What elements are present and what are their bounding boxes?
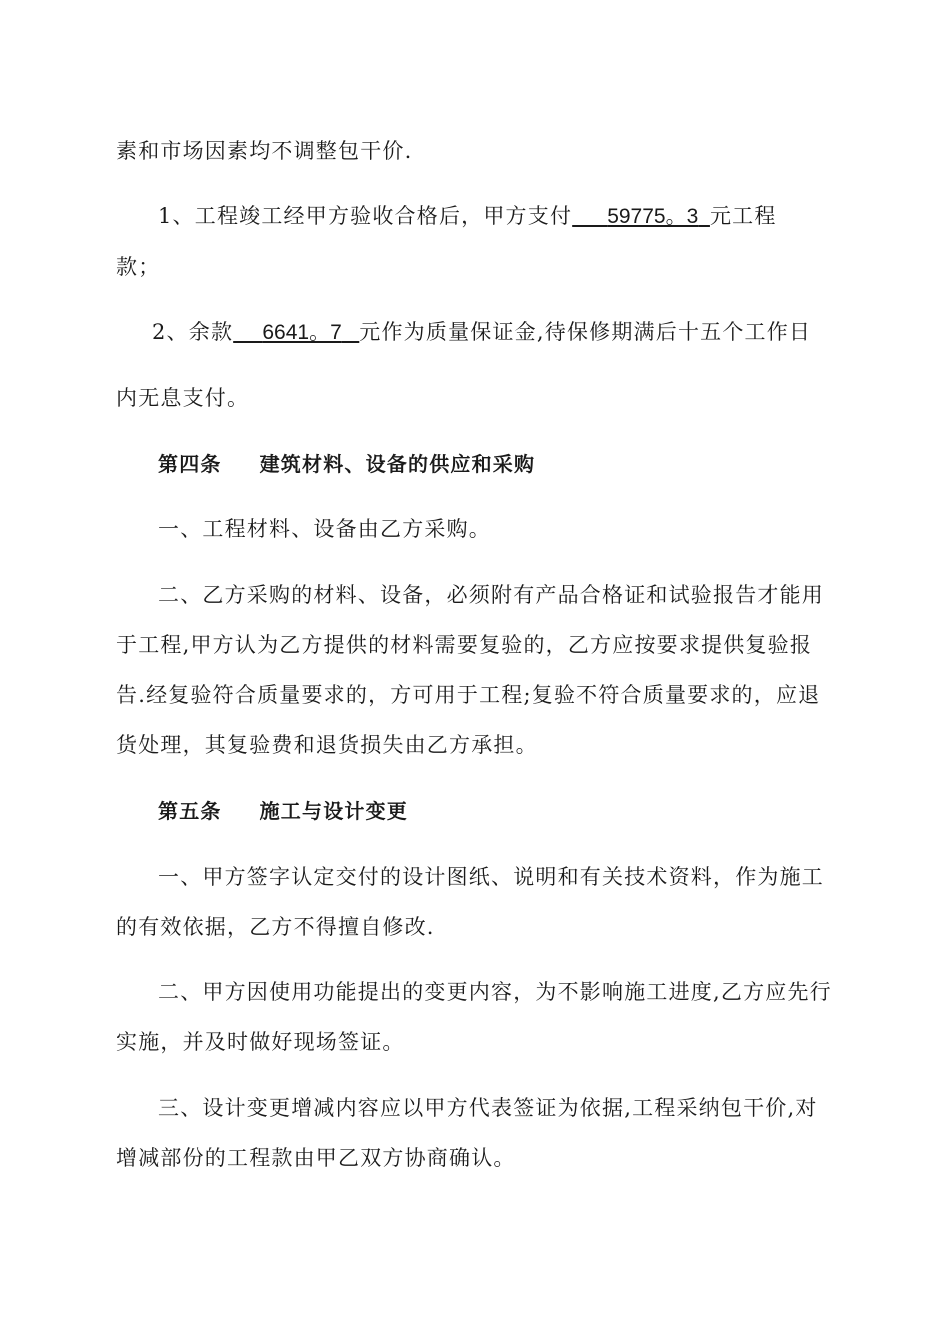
text-line: 款； [116,255,161,279]
payment-clause-2 [152,317,811,348]
text-line: 内无息支付。 [116,386,250,410]
clause-text: 元作为质量保证金,待保修期满后十五个工作日 [359,320,812,344]
text-line: 一、甲方签字认定交付的设计图纸、说明和有关技术资料，作为施工 [158,865,824,889]
payment-clause-1 [158,201,777,232]
clause-text: 1、工程竣工经甲方验收合格后，甲方支付 [158,204,573,228]
article-number: 第四条 [158,452,222,476]
text-line: 素和市场因素均不调整包干价. [116,139,413,163]
clause-text: 元工程 [709,204,777,228]
retention-amount: 6641。7 [262,321,342,344]
article-number: 第五条 [158,799,222,823]
text-line: 三、设计变更增减内容应以甲方代表签证为依据,工程采纳包干价,对 [158,1096,818,1120]
article-5-heading [158,796,408,826]
article-title: 施工与设计变更 [259,799,409,823]
text-line: 实施，并及时做好现场签证。 [116,1030,405,1054]
text-line: 增减部份的工程款由甲乙双方协商确认。 [116,1146,516,1170]
text-line: 一、工程材料、设备由乙方采购。 [158,517,491,541]
payment-amount: 59775。3 [607,205,699,228]
text-line: 的有效依据，乙方不得擅自修改. [116,915,435,939]
text-line: 二、乙方采购的材料、设备，必须附有产品合格证和试验报告才能用 [158,583,824,607]
clause-text: 2、余款 [152,320,234,344]
text-line: 货处理，其复验费和退货损失由乙方承担。 [116,733,538,757]
text-line: 二、甲方因使用功能提出的变更内容，为不影响施工进度,乙方应先行 [158,980,832,1004]
article-title: 建筑材料、设备的供应和采购 [259,452,536,476]
text-line: 告.经复验符合质量要求的，方可用于工程;复验不符合质量要求的，应退 [116,683,821,707]
text-line: 于工程,甲方认为乙方提供的材料需要复验的，乙方应按要求提供复验报 [116,633,813,657]
article-4-heading [158,449,535,479]
